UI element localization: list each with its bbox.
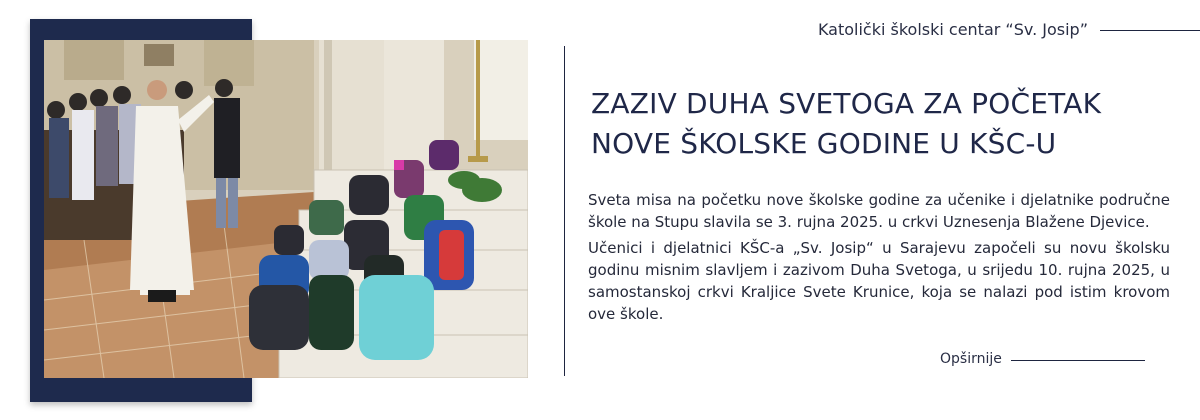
church-scene-illustration <box>44 40 528 378</box>
read-more-link[interactable]: Opširnije <box>940 351 1002 367</box>
vertical-divider <box>564 46 565 376</box>
article-paragraph-1: Sveta misa na početku nove školske godine za učenike i djelatnike područne škole na Stupu slavila se 3. rujna 2025. u crkvi Uznesenja Blažene Djevice. <box>588 191 1170 231</box>
organization-underline <box>1100 30 1200 31</box>
read-more-line <box>1011 360 1145 361</box>
article-title[interactable]: ZAZIV DUHA SVETOGA ZA POČETAK NOVE ŠKOLSKE GODINE U KŠC-U <box>591 87 1102 160</box>
article-body <box>588 189 1170 329</box>
organization-name: Katolički školski centar “Sv. Josip” <box>817 20 1088 39</box>
article-paragraph-2: Učenici i djelatnici KŠC-a „Sv. Josip“ u Sarajevu započeli su novu školsku godinu misnim slavljem i zazivom Duha Svetoga, u srijedu 10. rujna 2025, u samostanskoj crkvi Kraljice Svete Krunice, koja se nalazi pod istim krovom ove škole. <box>588 239 1170 323</box>
article-photo[interactable] <box>44 40 528 378</box>
